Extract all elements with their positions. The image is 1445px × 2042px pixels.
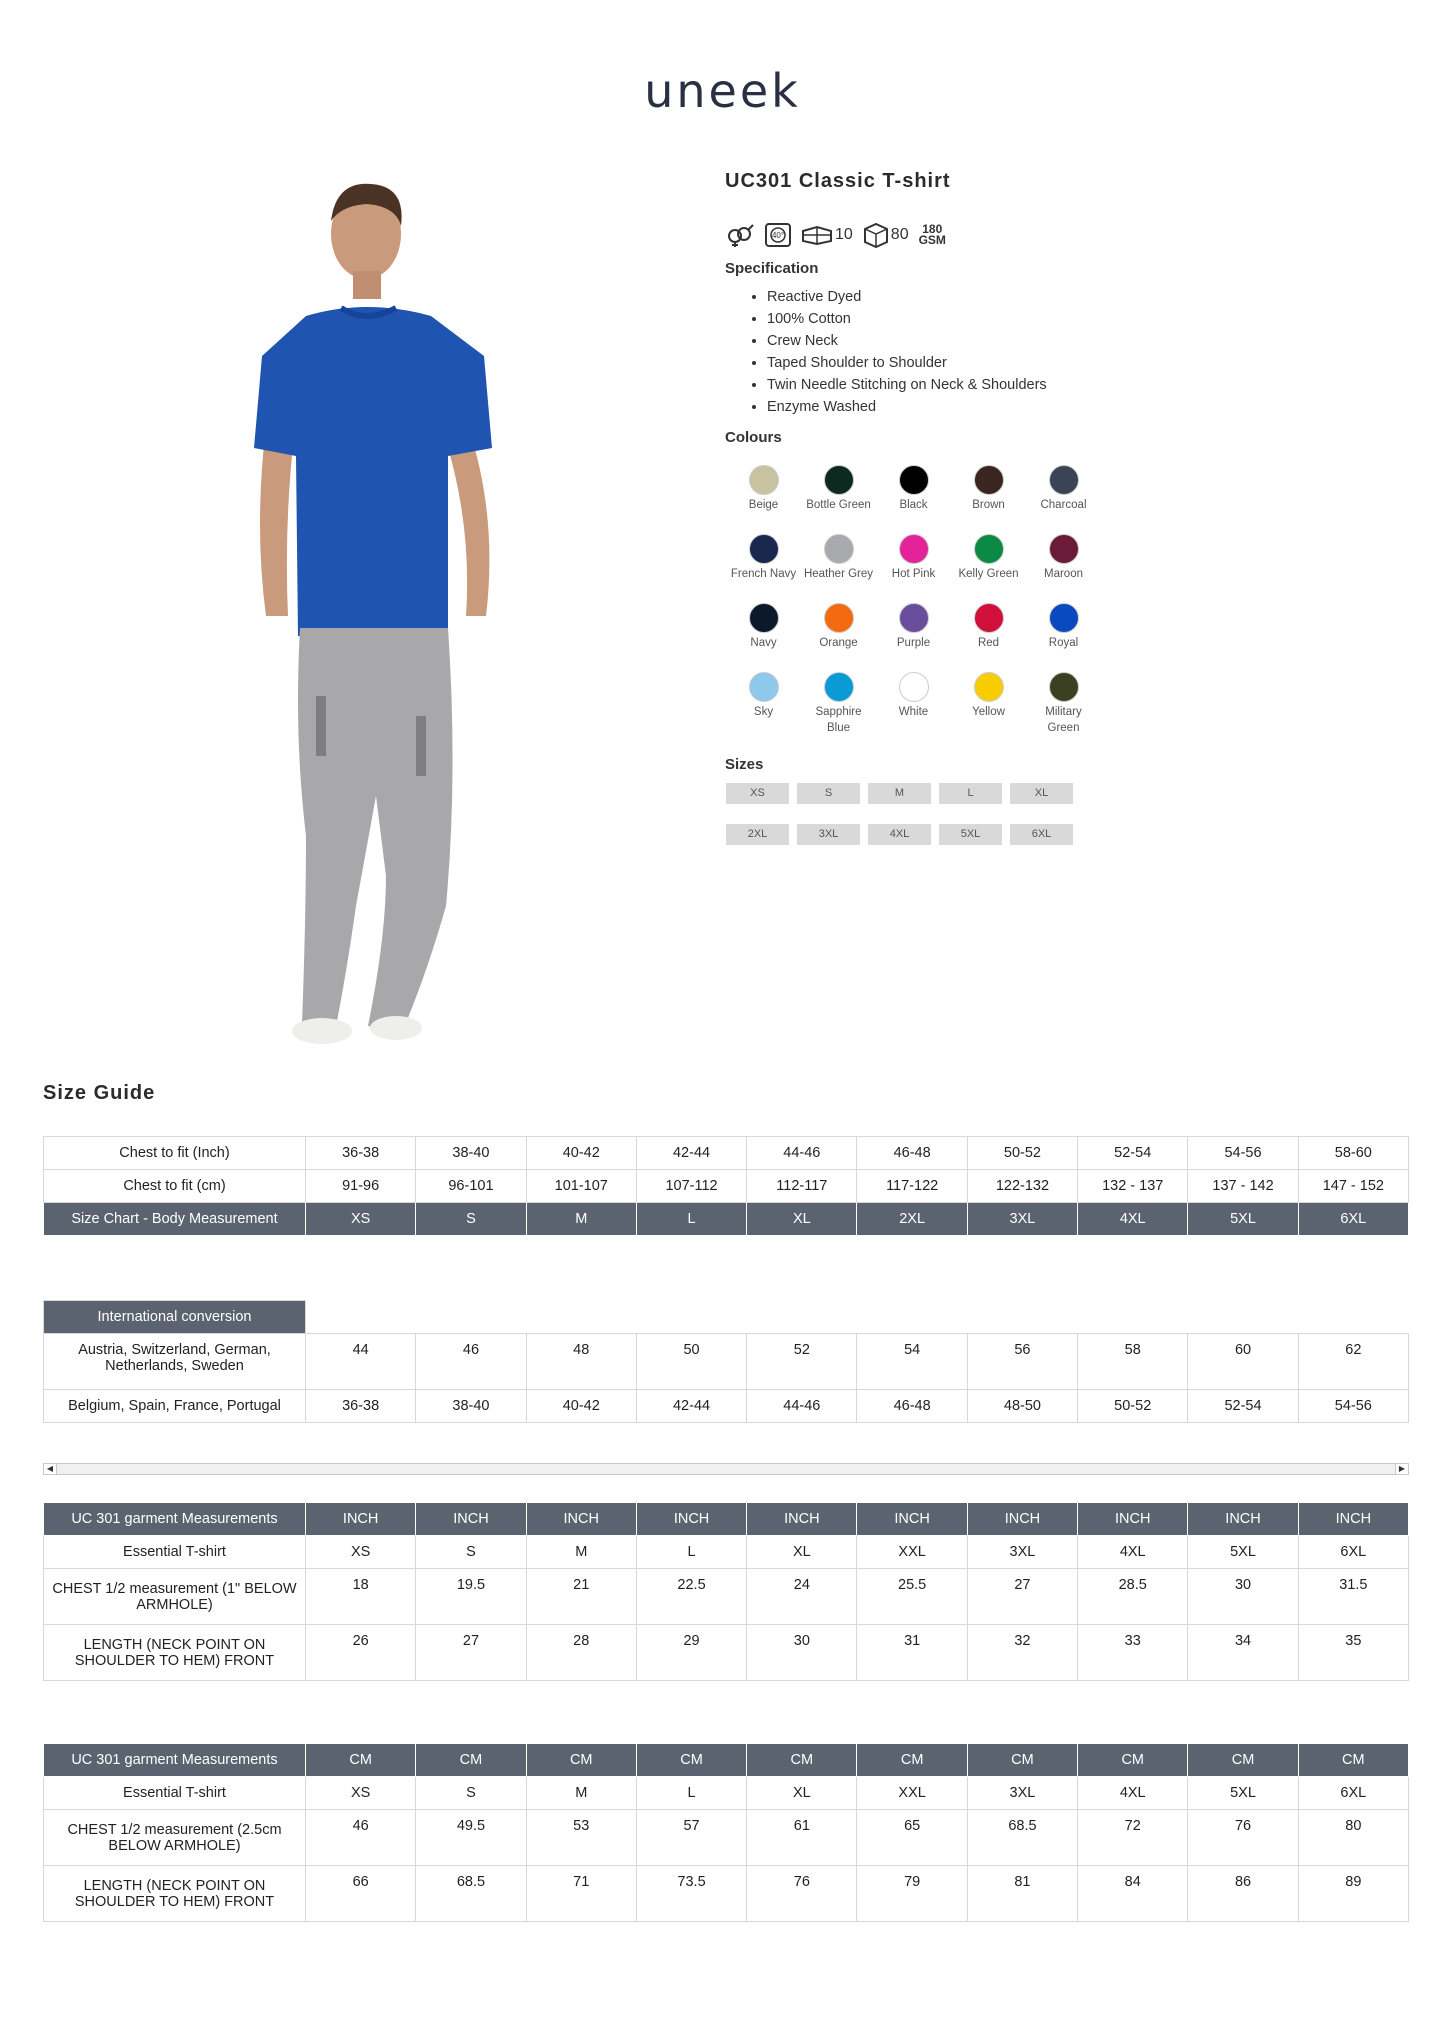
international-conversion-table	[43, 1300, 1409, 1423]
table-cell: 84	[1078, 1866, 1188, 1922]
table-cell: 58	[1078, 1334, 1188, 1390]
colour-dot	[1049, 603, 1079, 633]
table-cell: 76	[1188, 1810, 1298, 1866]
table-cell: CM	[747, 1744, 857, 1777]
box-icon	[863, 222, 909, 248]
spec-item: • 100% Cotton	[767, 308, 1047, 330]
gsm-label	[919, 224, 946, 246]
colour-name: Maroon	[1044, 568, 1083, 580]
international-header: International conversion	[44, 1301, 306, 1334]
colour-dot	[899, 465, 929, 495]
table-cell: 28.5	[1078, 1569, 1188, 1625]
table-cell: 21	[526, 1569, 636, 1625]
table-cell: 44-46	[747, 1390, 857, 1423]
table-cell: L	[636, 1536, 746, 1569]
sizes-heading: Sizes	[725, 756, 764, 773]
table-cell: 80	[1298, 1810, 1408, 1866]
table-cell: 79	[857, 1866, 967, 1922]
table-cell: CM	[1188, 1744, 1298, 1777]
table-cell: 50	[636, 1334, 746, 1390]
colour-swatch	[951, 465, 1026, 534]
table-cell: XXL	[857, 1777, 967, 1810]
table-cell: 50-52	[967, 1137, 1077, 1170]
table-cell: S	[416, 1777, 526, 1810]
size-chip: S	[797, 783, 860, 804]
table-cell: 27	[416, 1625, 526, 1681]
table-cell: 38-40	[416, 1390, 526, 1423]
colours-heading: Colours	[725, 429, 782, 446]
table-row	[44, 1503, 1409, 1536]
table-cell: 44-46	[747, 1137, 857, 1170]
table-cell: 42-44	[636, 1390, 746, 1423]
table-cell: 48-50	[967, 1390, 1077, 1423]
row-label-cell: Chest to fit (Inch)	[44, 1137, 306, 1170]
colour-dot	[899, 534, 929, 564]
size-chip: 5XL	[939, 824, 1002, 845]
product-photo	[236, 176, 536, 1046]
table-cell: XL	[747, 1536, 857, 1569]
row-label-cell: Chest to fit (cm)	[44, 1170, 306, 1203]
colour-dot	[899, 603, 929, 633]
table-cell: L	[636, 1203, 746, 1236]
table-cell: INCH	[1078, 1503, 1188, 1536]
colour-name: Kelly Green	[958, 568, 1019, 580]
colour-dot	[974, 534, 1004, 564]
size-chip: L	[939, 783, 1002, 804]
table-cell: 58-60	[1298, 1137, 1408, 1170]
spec-item: • Enzyme Washed	[767, 396, 1047, 418]
gsm-unit: GSM	[918, 233, 946, 247]
garment-inch-table	[43, 1502, 1409, 1681]
table-cell: 36-38	[306, 1390, 416, 1423]
table-cell: 46-48	[857, 1137, 967, 1170]
colour-name: French Navy	[730, 568, 797, 580]
table-cell: 61	[747, 1810, 857, 1866]
table-cell: 137 - 142	[1188, 1170, 1298, 1203]
colour-name: Red	[977, 637, 1000, 649]
brand-logo: uneek	[644, 64, 801, 118]
table-cell: 49.5	[416, 1810, 526, 1866]
size-chip: 2XL	[726, 824, 789, 845]
size-options	[726, 783, 1086, 845]
table-row	[44, 1569, 1409, 1625]
table-cell: XL	[747, 1203, 857, 1236]
table-cell: 3XL	[967, 1536, 1077, 1569]
row-label-cell: LENGTH (NECK POINT ON SHOULDER TO HEM) FRONT	[44, 1625, 306, 1681]
colour-dot	[749, 465, 779, 495]
empty-cell	[857, 1301, 967, 1334]
pack-count: 10	[835, 226, 853, 243]
spec-item: • Twin Needle Stitching on Neck & Shoulders	[767, 374, 1047, 396]
colour-dot	[1049, 534, 1079, 564]
table-cell: INCH	[416, 1503, 526, 1536]
table-cell: 54-56	[1298, 1390, 1408, 1423]
box-count: 80	[890, 226, 909, 243]
table-cell: 3XL	[967, 1203, 1077, 1236]
table-cell: XS	[306, 1203, 416, 1236]
table-cell: CM	[1078, 1744, 1188, 1777]
empty-cell	[416, 1301, 526, 1334]
table-cell: 40-42	[526, 1390, 636, 1423]
table-cell: 91-96	[306, 1170, 416, 1203]
table-cell: 35	[1298, 1625, 1408, 1681]
table-cell: 107-112	[636, 1170, 746, 1203]
table-cell: 46	[416, 1334, 526, 1390]
specification-list	[745, 286, 1047, 418]
table-cell: CM	[1298, 1744, 1408, 1777]
table-cell: 117-122	[857, 1170, 967, 1203]
colour-name: Navy	[750, 637, 777, 649]
table-cell: CM	[526, 1744, 636, 1777]
table-cell: 34	[1188, 1625, 1298, 1681]
table-cell: 6XL	[1298, 1536, 1408, 1569]
colour-swatch	[951, 603, 1026, 672]
row-label-cell: LENGTH (NECK POINT ON SHOULDER TO HEM) FRONT	[44, 1866, 306, 1922]
colour-swatch	[1026, 603, 1101, 672]
size-guide-heading: Size Guide	[43, 1082, 156, 1104]
table-cell: 31.5	[1298, 1569, 1408, 1625]
colour-name: Bottle Green	[806, 499, 871, 511]
product-title: UC301 Classic T-shirt	[725, 170, 951, 192]
table-cell: 6XL	[1298, 1203, 1408, 1236]
table-cell: S	[416, 1203, 526, 1236]
colour-name: Sapphire Blue	[815, 706, 862, 734]
table-cell: 29	[636, 1625, 746, 1681]
table-cell: XS	[306, 1777, 416, 1810]
colour-dot	[974, 603, 1004, 633]
colour-dot	[749, 603, 779, 633]
table-cell: 4XL	[1078, 1203, 1188, 1236]
table-cell: 24	[747, 1569, 857, 1625]
empty-cell	[526, 1301, 636, 1334]
table-cell: 46	[306, 1810, 416, 1866]
table-cell: INCH	[526, 1503, 636, 1536]
size-chip: 4XL	[868, 824, 931, 845]
colour-dot	[974, 672, 1004, 702]
scroll-right-icon[interactable]: ▶	[1395, 1464, 1408, 1474]
product-icons	[725, 222, 946, 248]
svg-text:40°: 40°	[771, 231, 785, 240]
unisex-icon	[725, 223, 755, 247]
empty-cell	[636, 1301, 746, 1334]
table-cell: S	[416, 1536, 526, 1569]
specification-heading: Specification	[725, 260, 819, 277]
colour-swatch	[801, 534, 876, 603]
table-cell: 42-44	[636, 1137, 746, 1170]
table-cell: 147 - 152	[1298, 1170, 1408, 1203]
table-cell: 54-56	[1188, 1137, 1298, 1170]
table-cell: INCH	[306, 1503, 416, 1536]
table-cell: INCH	[636, 1503, 746, 1536]
colour-name: Orange	[819, 637, 858, 649]
colour-swatch	[726, 534, 801, 603]
table-cell: 3XL	[967, 1777, 1077, 1810]
table-cell: 57	[636, 1810, 746, 1866]
table-row	[44, 1390, 1409, 1423]
table-cell: 27	[967, 1569, 1077, 1625]
empty-cell	[747, 1301, 857, 1334]
scroll-left-icon[interactable]: ◀	[44, 1464, 57, 1474]
table-cell: XXL	[857, 1536, 967, 1569]
table-cell: 96-101	[416, 1170, 526, 1203]
row-label-cell: CHEST 1/2 measurement (1" BELOW ARMHOLE)	[44, 1569, 306, 1625]
table-cell: CM	[306, 1744, 416, 1777]
table-cell: 30	[1188, 1569, 1298, 1625]
colour-name: Black	[899, 499, 928, 511]
table-cell: M	[526, 1777, 636, 1810]
colour-swatch	[726, 603, 801, 672]
table-cell: M	[526, 1536, 636, 1569]
size-chip: M	[868, 783, 931, 804]
table-cell: M	[526, 1203, 636, 1236]
colour-swatch	[1026, 465, 1101, 534]
table-row	[44, 1170, 1409, 1203]
table-cell: 2XL	[857, 1203, 967, 1236]
table-cell: INCH	[747, 1503, 857, 1536]
table-cell: 86	[1188, 1866, 1298, 1922]
table-cell: 62	[1298, 1334, 1408, 1390]
table-cell: 52	[747, 1334, 857, 1390]
wash-40-icon	[765, 223, 791, 247]
table-row	[44, 1536, 1409, 1569]
table-cell: 32	[967, 1625, 1077, 1681]
table-cell: 68.5	[967, 1810, 1077, 1866]
table-cell: 132 - 137	[1078, 1170, 1188, 1203]
table-cell: 46-48	[857, 1390, 967, 1423]
table-cell: 112-117	[747, 1170, 857, 1203]
table-cell: 5XL	[1188, 1777, 1298, 1810]
table-cell: 30	[747, 1625, 857, 1681]
row-label-cell: Austria, Switzerland, German, Netherlands, Sweden	[44, 1334, 306, 1390]
colour-name: Yellow	[972, 706, 1005, 718]
table-cell: 72	[1078, 1810, 1188, 1866]
table-row	[44, 1810, 1409, 1866]
table-cell: 25.5	[857, 1569, 967, 1625]
table-cell: 19.5	[416, 1569, 526, 1625]
table-cell: 101-107	[526, 1170, 636, 1203]
colour-swatch	[1026, 534, 1101, 603]
row-label-cell: Belgium, Spain, France, Portugal	[44, 1390, 306, 1423]
table-cell: 6XL	[1298, 1777, 1408, 1810]
table-cell: 4XL	[1078, 1536, 1188, 1569]
table-cell: 60	[1188, 1334, 1298, 1390]
table-cell: CM	[636, 1744, 746, 1777]
table-cell: CM	[967, 1744, 1077, 1777]
colour-name: Beige	[748, 499, 779, 511]
colour-swatch	[1026, 672, 1101, 741]
table-cell: XL	[747, 1777, 857, 1810]
table-cell: 4XL	[1078, 1777, 1188, 1810]
table-cell: 5XL	[1188, 1536, 1298, 1569]
table-header-row	[44, 1301, 1409, 1334]
size-chip: 6XL	[1010, 824, 1073, 845]
table-cell: 66	[306, 1866, 416, 1922]
table-cell: INCH	[857, 1503, 967, 1536]
table-cell: 71	[526, 1866, 636, 1922]
size-chip: XS	[726, 783, 789, 804]
colour-name: Royal	[1048, 637, 1079, 649]
size-chip: 3XL	[797, 824, 860, 845]
colour-swatch	[951, 534, 1026, 603]
row-label-cell: UC 301 garment Measurements	[44, 1744, 306, 1777]
table-cell: 73.5	[636, 1866, 746, 1922]
table-cell: 53	[526, 1810, 636, 1866]
empty-cell	[1188, 1301, 1298, 1334]
colour-swatch	[801, 672, 876, 741]
colour-dot	[824, 534, 854, 564]
colour-name: Charcoal	[1040, 499, 1087, 511]
colour-name: Sky	[753, 706, 774, 718]
row-label-cell: Size Chart - Body Measurement	[44, 1203, 306, 1236]
colour-swatch	[951, 672, 1026, 741]
table-cell: INCH	[967, 1503, 1077, 1536]
table-row	[44, 1137, 1409, 1170]
colour-dot	[1049, 465, 1079, 495]
colour-swatch	[726, 672, 801, 741]
colour-name: Heather Grey	[803, 568, 874, 580]
table-row	[44, 1866, 1409, 1922]
table-cell: 48	[526, 1334, 636, 1390]
colour-name: White	[898, 706, 929, 718]
colour-dot	[824, 603, 854, 633]
row-label-cell: UC 301 garment Measurements	[44, 1503, 306, 1536]
table-cell: 68.5	[416, 1866, 526, 1922]
table-cell: 50-52	[1078, 1390, 1188, 1423]
empty-cell	[1298, 1301, 1408, 1334]
colour-dot	[1049, 672, 1079, 702]
garment-cm-table	[43, 1743, 1409, 1922]
table-cell: 33	[1078, 1625, 1188, 1681]
table-cell: 89	[1298, 1866, 1408, 1922]
colour-swatches	[726, 465, 1106, 741]
table-cell: 38-40	[416, 1137, 526, 1170]
table-cell: 52-54	[1188, 1390, 1298, 1423]
empty-cell	[306, 1301, 416, 1334]
empty-cell	[1078, 1301, 1188, 1334]
table-cell: 65	[857, 1810, 967, 1866]
table-cell: 28	[526, 1625, 636, 1681]
table-cell: CM	[857, 1744, 967, 1777]
gsm-value: 180	[922, 222, 943, 236]
table-row	[44, 1744, 1409, 1777]
colour-swatch	[876, 603, 951, 672]
spec-item: • Reactive Dyed	[767, 286, 1047, 308]
table-cell: 36-38	[306, 1137, 416, 1170]
table-cell: 122-132	[967, 1170, 1077, 1203]
row-label-cell: Essential T-shirt	[44, 1777, 306, 1810]
table-cell: INCH	[1298, 1503, 1408, 1536]
table-row	[44, 1625, 1409, 1681]
colour-dot	[749, 534, 779, 564]
table-cell: INCH	[1188, 1503, 1298, 1536]
table-row	[44, 1777, 1409, 1810]
colour-swatch	[876, 672, 951, 741]
table-cell: 56	[967, 1334, 1077, 1390]
horizontal-scrollbar[interactable]	[43, 1463, 1409, 1475]
table-cell: 76	[747, 1866, 857, 1922]
colour-name: Hot Pink	[891, 568, 936, 580]
colour-name: Brown	[972, 499, 1005, 511]
pack-icon	[801, 225, 853, 245]
table-cell: 18	[306, 1569, 416, 1625]
row-label-cell: Essential T-shirt	[44, 1536, 306, 1569]
size-guide-table	[43, 1136, 1409, 1236]
colour-swatch	[726, 465, 801, 534]
table-cell: CM	[416, 1744, 526, 1777]
colour-dot	[974, 465, 1004, 495]
spec-item: • Taped Shoulder to Shoulder	[767, 352, 1047, 374]
table-cell: 31	[857, 1625, 967, 1681]
row-label-cell: CHEST 1/2 measurement (2.5cm BELOW ARMHOLE)	[44, 1810, 306, 1866]
table-cell: 22.5	[636, 1569, 746, 1625]
table-cell: 44	[306, 1334, 416, 1390]
table-cell: 54	[857, 1334, 967, 1390]
table-row	[44, 1203, 1409, 1236]
table-row	[44, 1334, 1409, 1390]
colour-swatch	[876, 465, 951, 534]
empty-cell	[967, 1301, 1077, 1334]
table-cell: 26	[306, 1625, 416, 1681]
table-cell: XS	[306, 1536, 416, 1569]
colour-swatch	[876, 534, 951, 603]
colour-swatch	[801, 603, 876, 672]
colour-dot	[824, 672, 854, 702]
spec-item: • Crew Neck	[767, 330, 1047, 352]
colour-swatch	[801, 465, 876, 534]
table-cell: 52-54	[1078, 1137, 1188, 1170]
table-cell: L	[636, 1777, 746, 1810]
colour-name: Purple	[896, 637, 931, 649]
colour-dot	[749, 672, 779, 702]
table-cell: 81	[967, 1866, 1077, 1922]
table-cell: 5XL	[1188, 1203, 1298, 1236]
table-cell: 40-42	[526, 1137, 636, 1170]
size-chip: XL	[1010, 783, 1073, 804]
colour-name: Military Green	[1045, 706, 1082, 734]
colour-dot	[899, 672, 929, 702]
colour-dot	[824, 465, 854, 495]
